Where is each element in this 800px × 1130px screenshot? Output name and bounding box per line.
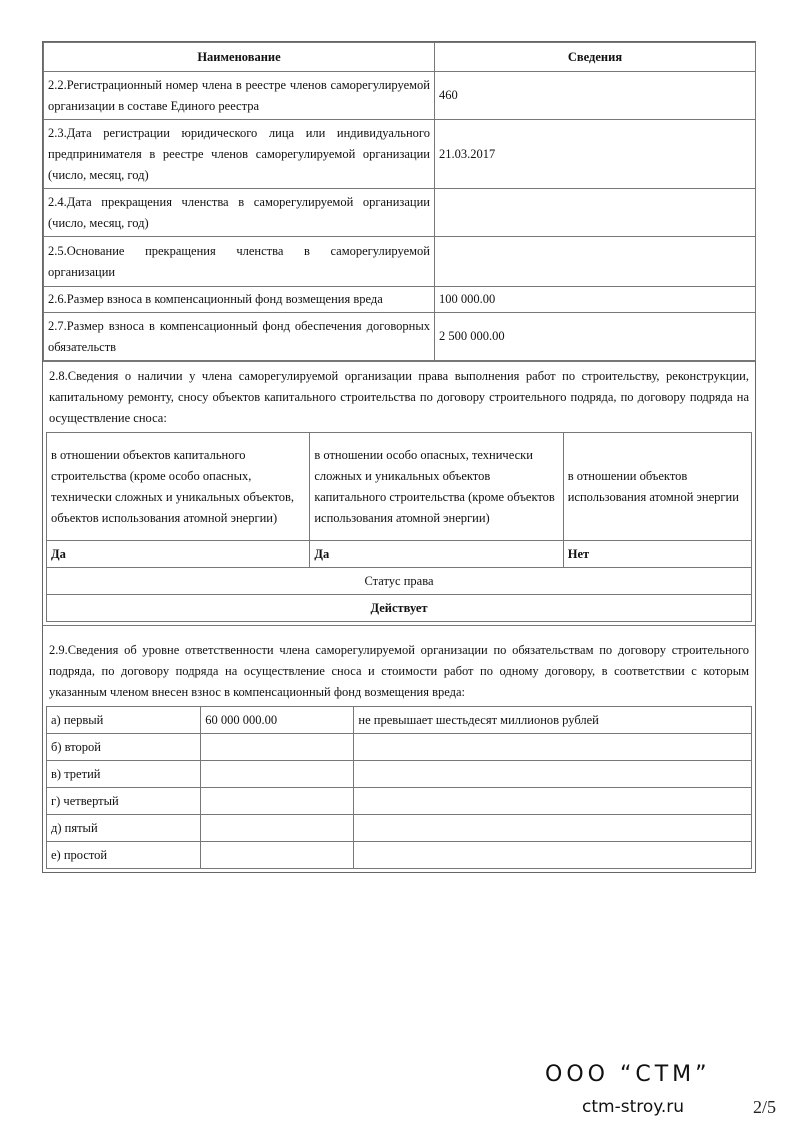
document-frame [42,41,756,873]
liability-table [46,706,752,869]
section-2-9 [43,625,755,872]
row-name: 2.6.Размер взноса в компенсационный фонд возмещения вреда [44,287,435,313]
row-value: 460 [435,72,756,120]
liability-level: д) пятый [47,815,201,842]
status-value: Действует [47,595,752,622]
row-name: 2.4.Дата прекращения членства в саморегулируемой организации (число, месяц, год) [44,189,435,237]
table-row [44,287,756,313]
rights-value-dangerous: Да [310,541,563,568]
liability-note [354,842,752,869]
status-label: Статус права [47,568,752,595]
liability-amount [201,734,354,761]
row-name: 2.7.Размер взноса в компенсационный фонд обеспечения договорных обязательств [44,313,435,361]
liability-note [354,815,752,842]
rights-values-row [47,541,752,568]
table-row [47,707,752,734]
table-row [47,815,752,842]
table-row [44,72,756,120]
table-row [44,189,756,237]
liability-amount [201,788,354,815]
liability-amount [201,761,354,788]
liability-amount [201,842,354,869]
page-number: 2/5 [753,1097,777,1117]
row-name: 2.5.Основание прекращения членства в саморегулируемой организации [44,237,435,287]
row-name: 2.2.Регистрационный номер члена в реестре членов саморегулируемой организации в составе Единого реестра [44,72,435,120]
liability-amount [201,815,354,842]
row-value: 100 000.00 [435,287,756,313]
liability-level: г) четвертый [47,788,201,815]
rights-value-general: Да [47,541,310,568]
header-info: Сведения [435,43,756,72]
status-value-row [47,595,752,622]
row-value: 21.03.2017 [435,120,756,189]
liability-note: не превышает шестьдесят миллионов рублей [354,707,752,734]
section-2-8-intro: 2.8.Сведения о наличии у члена саморегулируемой организации права выполнения работ по строительству, реконструкции, капитальному ремонту, сносу объектов капитального строительства по договору строительного подряда, по договору подряда на осуществление сноса: [49,369,749,425]
row-value: 2 500 000.00 [435,313,756,361]
liability-level: в) третий [47,761,201,788]
company-site: ctm-stroy.ru [582,1097,685,1117]
section-2-9-intro: 2.9.Сведения об уровне ответственности члена саморегулируемой организации по обязательствам по договору строительного подряда, по договору подряда на осуществление сноса и стоимости работ по одному договору, в соответствии с которым указанным членом внесен взнос в компенсационный фонд возмещения вреда: [49,643,749,699]
row-name: 2.3.Дата регистрации юридического лица или индивидуального предпринимателя в реестре членов саморегулируемой организации (число, месяц, год) [44,120,435,189]
rights-col-dangerous: в отношении особо опасных, технически сложных и уникальных объектов капитального строительства (кроме объектов использования атомной энергии) [310,433,563,541]
liability-amount: 60 000 000.00 [201,707,354,734]
section-2-8 [43,361,755,625]
table-row [47,734,752,761]
table-row [44,120,756,189]
liability-level: е) простой [47,842,201,869]
rights-col-nuclear: в отношении объектов использования атомной энергии [563,433,751,541]
rights-col-general: в отношении объектов капитального строительства (кроме особо опасных, технически сложных и уникальных объектов, объектов использования атомной энергии) [47,433,310,541]
table-header-row [44,43,756,72]
liability-note [354,734,752,761]
table-row [47,842,752,869]
liability-level: а) первый [47,707,201,734]
row-value [435,237,756,287]
table-row [44,313,756,361]
member-info-table [43,42,756,361]
liability-note [354,761,752,788]
header-name: Наименование [44,43,435,72]
rights-table [46,432,752,622]
table-row [47,788,752,815]
table-row [47,761,752,788]
status-label-row [47,568,752,595]
liability-level: б) второй [47,734,201,761]
rights-value-nuclear: Нет [563,541,751,568]
company-logo: ООО “СТМ” [545,1062,711,1087]
liability-note [354,788,752,815]
table-row [44,237,756,287]
row-value [435,189,756,237]
rights-columns-row [47,433,752,541]
